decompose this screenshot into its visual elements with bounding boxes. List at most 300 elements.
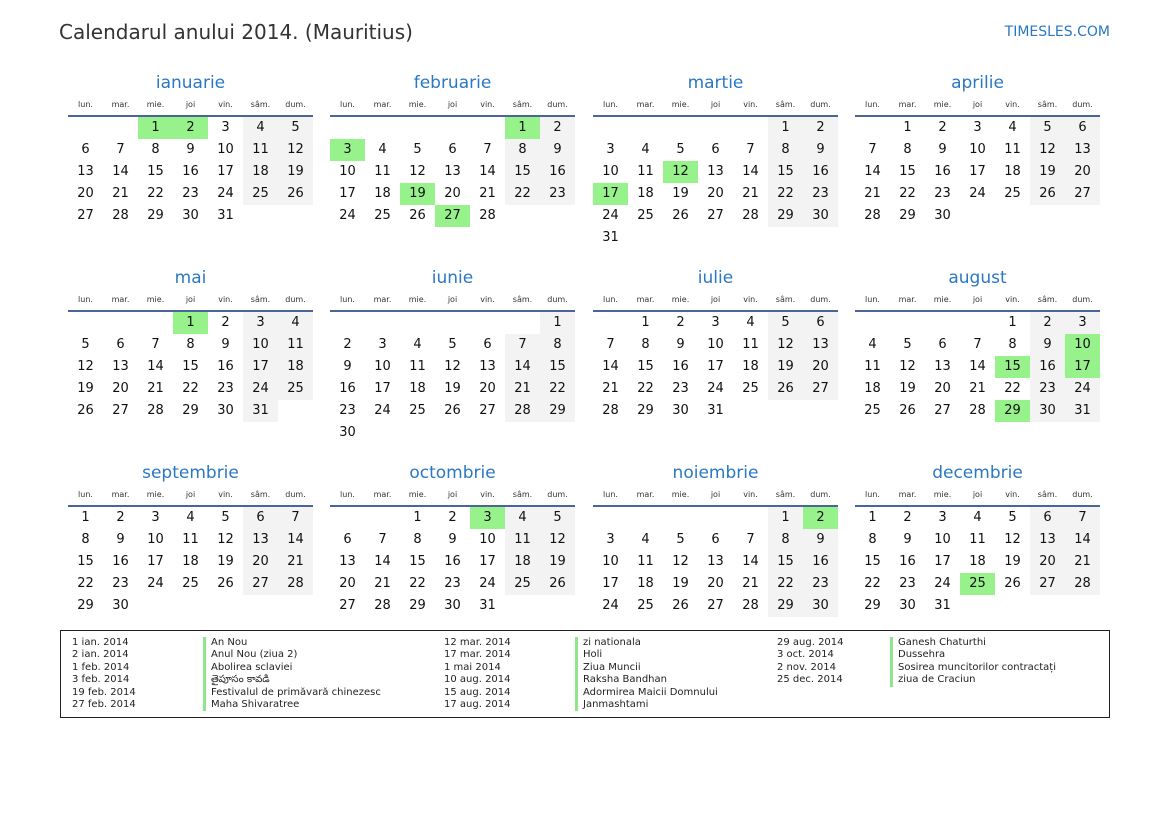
day-cell: 7 — [746, 142, 755, 157]
day-cell: 9 — [343, 359, 352, 374]
day-cell: 25 — [637, 208, 654, 223]
month-februarie — [330, 73, 575, 227]
day-cell: 20 — [339, 576, 356, 591]
empty-cell — [1030, 205, 1065, 227]
weekday-label: lun. — [78, 294, 93, 304]
weekday-label: mie. — [671, 294, 690, 304]
day-cell: 9 — [448, 532, 457, 547]
weekday-label: mar. — [636, 99, 655, 109]
day-cell: 16 — [934, 164, 951, 179]
day-cell: 28 — [374, 598, 391, 613]
day-cell: 2 — [903, 510, 912, 525]
day-cell: 6 — [243, 507, 278, 529]
weekday-label: lun. — [340, 489, 355, 499]
weekday-label: vin. — [743, 99, 758, 109]
day-cell: 29 — [77, 598, 94, 613]
day-cell: 23 — [672, 381, 689, 396]
day-cell: 13 — [707, 554, 724, 569]
empty-cell — [890, 312, 925, 334]
week-row — [330, 117, 575, 139]
day-cell: 15 — [637, 359, 654, 374]
week-row — [330, 334, 575, 356]
day-cell: 26 — [672, 598, 689, 613]
day-cell: 10 — [602, 554, 619, 569]
weekday-label: mar. — [373, 489, 392, 499]
empty-cell — [435, 312, 470, 334]
day-cell: 6 — [1030, 507, 1065, 529]
month-ianuarie — [68, 73, 313, 227]
day-cell: 7 — [973, 337, 982, 352]
day-cell: 30 — [339, 425, 356, 440]
empty-cell — [505, 205, 540, 227]
day-cell: 5 — [676, 142, 685, 157]
empty-cell — [628, 117, 663, 139]
day-cell: 5 — [413, 142, 422, 157]
weekday-label: lun. — [865, 294, 880, 304]
weekday-label: mie. — [408, 294, 427, 304]
week-row — [855, 117, 1100, 139]
day-cell: 26 — [444, 403, 461, 418]
day-cell: 15 — [182, 359, 199, 374]
weekday-label: vin. — [743, 294, 758, 304]
day-cell: 10 — [339, 164, 356, 179]
weekday-label: mar. — [636, 294, 655, 304]
day-cell: 12 — [672, 554, 689, 569]
day-cell: 14 — [112, 164, 129, 179]
day-cell: 28 — [1065, 573, 1100, 595]
weekday-header — [855, 487, 1100, 507]
week-row — [330, 183, 575, 205]
day-cell: 24 — [1065, 378, 1100, 400]
month-title: februarie — [413, 73, 492, 93]
month-mai — [68, 268, 313, 422]
empty-cell — [733, 507, 768, 529]
day-cell: 26 — [540, 573, 575, 595]
weekday-label: joi — [972, 294, 983, 304]
weekday-label: mar. — [636, 489, 655, 499]
empty-cell — [278, 400, 313, 422]
week-row — [68, 117, 313, 139]
day-cell: 11 — [742, 337, 759, 352]
day-cell: 5 — [540, 507, 575, 529]
day-cell: 4 — [1008, 120, 1017, 135]
weekday-label: mar. — [898, 489, 917, 499]
weekday-label: dum. — [810, 99, 831, 109]
empty-cell — [470, 312, 505, 334]
page-title: Calendarul anului 2014. (Mauritius) — [59, 20, 413, 44]
empty-cell — [628, 507, 663, 529]
day-cell: 18 — [505, 551, 540, 573]
month-title: august — [948, 268, 1007, 288]
weekday-label: lun. — [865, 99, 880, 109]
week-row — [330, 161, 575, 183]
day-cell: 15 — [864, 554, 881, 569]
day-cell: 15 — [899, 164, 916, 179]
day-cell: 11 — [637, 554, 654, 569]
day-cell: 26 — [768, 378, 803, 400]
day-cell: 25 — [864, 403, 881, 418]
holiday-date: 17 mar. 2014 — [444, 649, 511, 661]
day-cell: 9 — [938, 142, 947, 157]
day-cell: 14 — [505, 356, 540, 378]
day-cell: 1 — [768, 117, 803, 139]
empty-cell — [208, 595, 243, 617]
day-cell: 9 — [221, 337, 230, 352]
day-cell: 23 — [803, 573, 838, 595]
day-cell: 8 — [903, 142, 912, 157]
day-cell: 14 — [864, 164, 881, 179]
weekday-label: joi — [710, 489, 721, 499]
empty-cell — [243, 205, 278, 227]
day-cell: 24 — [969, 186, 986, 201]
day-cell: 8 — [540, 334, 575, 356]
day-cell: 17 — [243, 356, 278, 378]
day-cell: 5 — [903, 337, 912, 352]
week-row — [593, 117, 838, 139]
day-cell: 14 — [479, 164, 496, 179]
month-iunie — [330, 268, 575, 444]
holiday-day-cell: 10 — [1065, 334, 1100, 356]
day-cell: 6 — [938, 337, 947, 352]
day-cell: 18 — [278, 356, 313, 378]
day-cell: 4 — [378, 142, 387, 157]
day-cell: 19 — [278, 161, 313, 183]
day-cell: 10 — [969, 142, 986, 157]
month-title: mai — [174, 268, 207, 288]
day-cell: 27 — [707, 208, 724, 223]
day-cell: 26 — [77, 403, 94, 418]
holiday-day-cell: 17 — [593, 183, 628, 205]
holiday-date: 1 ian. 2014 — [72, 637, 129, 648]
weekday-label: mie. — [408, 99, 427, 109]
day-cell: 11 — [864, 359, 881, 374]
day-cell: 4 — [186, 510, 195, 525]
empty-cell — [628, 227, 663, 249]
weekday-label: sâm. — [250, 489, 271, 499]
day-cell: 28 — [969, 403, 986, 418]
day-cell: 6 — [711, 532, 720, 547]
weekday-label: dum. — [285, 489, 306, 499]
holiday-name: Maha Shivaratree — [203, 699, 381, 711]
day-cell: 31 — [934, 598, 951, 613]
weekday-header — [330, 97, 575, 117]
day-cell: 30 — [803, 595, 838, 617]
day-cell: 8 — [868, 532, 877, 547]
day-cell: 8 — [768, 529, 803, 551]
holiday-date: 25 dec. 2014 — [777, 674, 843, 686]
day-cell: 27 — [1065, 183, 1100, 205]
day-cell: 26 — [672, 208, 689, 223]
day-cell: 6 — [81, 142, 90, 157]
day-cell: 26 — [217, 576, 234, 591]
weekday-label: lun. — [340, 294, 355, 304]
weekday-label: vin. — [743, 489, 758, 499]
day-cell: 18 — [243, 161, 278, 183]
day-cell: 25 — [278, 378, 313, 400]
holiday-date: 17 aug. 2014 — [444, 698, 511, 710]
weekday-label: mie. — [146, 489, 165, 499]
holiday-day-cell: 1 — [173, 312, 208, 334]
empty-cell — [803, 227, 838, 249]
holiday-date: 1 mai 2014 — [444, 661, 501, 673]
weekday-label: joi — [447, 99, 458, 109]
weekday-label: mie. — [933, 294, 952, 304]
day-cell: 22 — [147, 186, 164, 201]
day-cell: 18 — [742, 359, 759, 374]
day-cell: 18 — [637, 576, 654, 591]
holiday-day-cell: 17 — [1065, 356, 1100, 378]
day-cell: 2 — [540, 117, 575, 139]
day-cell: 29 — [768, 205, 803, 227]
day-cell: 7 — [1065, 507, 1100, 529]
day-cell: 29 — [637, 403, 654, 418]
week-row — [68, 551, 313, 573]
day-cell: 17 — [479, 554, 496, 569]
day-cell: 14 — [742, 554, 759, 569]
week-row — [68, 312, 313, 334]
weekday-label: sâm. — [775, 294, 796, 304]
weekday-label: dum. — [810, 294, 831, 304]
day-cell: 13 — [934, 359, 951, 374]
day-cell: 29 — [147, 208, 164, 223]
day-cell: 21 — [742, 576, 759, 591]
day-cell: 5 — [221, 510, 230, 525]
week-row — [330, 400, 575, 422]
day-cell: 18 — [409, 381, 426, 396]
week-row — [593, 356, 838, 378]
day-cell: 12 — [409, 164, 426, 179]
week-row — [855, 595, 1100, 617]
day-cell: 27 — [1030, 573, 1065, 595]
holiday-day-cell: 15 — [995, 356, 1030, 378]
day-cell: 3 — [243, 312, 278, 334]
day-cell: 15 — [77, 554, 94, 569]
weekday-label: joi — [185, 489, 196, 499]
day-cell: 27 — [803, 378, 838, 400]
day-cell: 17 — [707, 359, 724, 374]
empty-cell — [470, 422, 505, 444]
day-cell: 19 — [444, 381, 461, 396]
holiday-name: Anul Nou (ziua 2) — [203, 649, 381, 661]
weekday-header — [68, 292, 313, 312]
day-cell: 13 — [77, 164, 94, 179]
day-cell: 19 — [540, 551, 575, 573]
day-cell: 4 — [413, 337, 422, 352]
day-cell: 10 — [243, 334, 278, 356]
week-row — [330, 422, 575, 444]
week-row — [68, 205, 313, 227]
day-cell: 6 — [448, 142, 457, 157]
day-cell: 30 — [182, 208, 199, 223]
day-cell: 25 — [374, 208, 391, 223]
day-cell: 25 — [409, 403, 426, 418]
day-cell: 5 — [1030, 117, 1065, 139]
day-cell: 9 — [903, 532, 912, 547]
weekday-label: mar. — [111, 99, 130, 109]
week-row — [68, 595, 313, 617]
day-cell: 17 — [147, 554, 164, 569]
day-cell: 28 — [278, 573, 313, 595]
day-cell: 11 — [409, 359, 426, 374]
day-cell: 19 — [77, 381, 94, 396]
day-cell: 28 — [505, 400, 540, 422]
empty-cell — [925, 312, 960, 334]
day-cell: 8 — [186, 337, 195, 352]
day-cell: 23 — [217, 381, 234, 396]
week-row — [593, 205, 838, 227]
day-cell: 1 — [1008, 315, 1017, 330]
day-cell: 11 — [374, 164, 391, 179]
day-cell: 23 — [444, 576, 461, 591]
day-cell: 20 — [707, 186, 724, 201]
empty-cell — [960, 595, 995, 617]
empty-cell — [995, 595, 1030, 617]
empty-cell — [330, 117, 365, 139]
day-cell: 16 — [899, 554, 916, 569]
day-cell: 10 — [479, 532, 496, 547]
empty-cell — [278, 595, 313, 617]
day-cell: 13 — [1065, 139, 1100, 161]
day-cell: 23 — [112, 576, 129, 591]
brand-link[interactable]: TIMESLES.COM — [1004, 24, 1110, 40]
day-cell: 31 — [602, 230, 619, 245]
day-cell: 23 — [1030, 378, 1065, 400]
month-title: decembrie — [932, 463, 1023, 483]
day-cell: 5 — [676, 532, 685, 547]
week-row — [855, 551, 1100, 573]
day-cell: 20 — [77, 186, 94, 201]
weekday-label: sâm. — [775, 99, 796, 109]
holiday-name: Dussehra — [890, 649, 1056, 661]
day-cell: 21 — [278, 551, 313, 573]
week-row — [68, 334, 313, 356]
weekday-label: vin. — [1005, 489, 1020, 499]
weekday-label: dum. — [285, 99, 306, 109]
day-cell: 31 — [217, 208, 234, 223]
holiday-day-cell: 3 — [330, 139, 365, 161]
day-cell: 17 — [374, 381, 391, 396]
week-row — [68, 356, 313, 378]
day-cell: 25 — [182, 576, 199, 591]
day-cell: 26 — [899, 403, 916, 418]
weekday-label: dum. — [285, 294, 306, 304]
empty-cell — [243, 595, 278, 617]
day-cell: 16 — [540, 161, 575, 183]
day-cell: 8 — [413, 532, 422, 547]
month-title: ianuarie — [155, 73, 226, 93]
day-cell: 2 — [221, 315, 230, 330]
day-cell: 25 — [1004, 186, 1021, 201]
empty-cell — [505, 595, 540, 617]
holiday-date: 15 aug. 2014 — [444, 686, 511, 698]
weekday-label: joi — [710, 294, 721, 304]
day-cell: 4 — [243, 117, 278, 139]
week-row — [330, 507, 575, 529]
day-cell: 18 — [374, 186, 391, 201]
empty-cell — [470, 117, 505, 139]
empty-cell — [365, 422, 400, 444]
day-cell: 29 — [768, 595, 803, 617]
day-cell: 20 — [1030, 551, 1065, 573]
weekday-label: lun. — [603, 294, 618, 304]
day-cell: 10 — [934, 532, 951, 547]
empty-cell — [435, 422, 470, 444]
day-cell: 28 — [602, 403, 619, 418]
day-cell: 13 — [243, 529, 278, 551]
day-cell: 12 — [278, 139, 313, 161]
day-cell: 16 — [672, 359, 689, 374]
day-cell: 22 — [637, 381, 654, 396]
weekday-label: dum. — [547, 489, 568, 499]
day-cell: 30 — [112, 598, 129, 613]
weekday-label: mie. — [933, 99, 952, 109]
weekday-header — [68, 487, 313, 507]
day-cell: 11 — [1004, 142, 1021, 157]
holiday-name: తైపూసం కావడి — [203, 674, 381, 686]
day-cell: 17 — [934, 554, 951, 569]
empty-cell — [68, 312, 103, 334]
week-row — [593, 139, 838, 161]
day-cell: 3 — [606, 532, 615, 547]
weekday-label: joi — [972, 489, 983, 499]
day-cell: 30 — [934, 208, 951, 223]
empty-cell — [330, 312, 365, 334]
day-cell: 29 — [182, 403, 199, 418]
day-cell: 21 — [969, 381, 986, 396]
day-cell: 27 — [77, 208, 94, 223]
holiday-date: 3 feb. 2014 — [72, 674, 130, 686]
weekday-label: sâm. — [512, 99, 533, 109]
day-cell: 12 — [77, 359, 94, 374]
month-title: septembrie — [142, 463, 239, 483]
week-row — [855, 312, 1100, 334]
day-cell: 29 — [864, 598, 881, 613]
holiday-date: 3 oct. 2014 — [777, 649, 834, 661]
day-cell: 13 — [112, 359, 129, 374]
holiday-day-cell: 12 — [663, 161, 698, 183]
week-row — [330, 205, 575, 227]
day-cell: 18 — [637, 186, 654, 201]
day-cell: 18 — [182, 554, 199, 569]
weekday-label: vin. — [218, 99, 233, 109]
weekday-label: vin. — [218, 294, 233, 304]
day-cell: 4 — [868, 337, 877, 352]
week-row — [330, 573, 575, 595]
day-cell: 7 — [378, 532, 387, 547]
day-cell: 12 — [540, 529, 575, 551]
day-cell: 24 — [602, 598, 619, 613]
day-cell: 9 — [803, 529, 838, 551]
empty-cell — [1065, 205, 1100, 227]
day-cell: 8 — [768, 139, 803, 161]
weekday-label: sâm. — [775, 489, 796, 499]
empty-cell — [698, 507, 733, 529]
day-cell: 26 — [1030, 183, 1065, 205]
day-cell: 22 — [77, 576, 94, 591]
holiday-name: Sosirea muncitorilor contractați — [890, 662, 1056, 674]
holiday-name: zi nationala — [575, 637, 718, 649]
holiday-name: Ganesh Chaturthi — [890, 637, 1056, 649]
day-cell: 2 — [1030, 312, 1065, 334]
day-cell: 27 — [934, 403, 951, 418]
weekday-label: mar. — [898, 294, 917, 304]
day-cell: 7 — [505, 334, 540, 356]
day-cell: 7 — [116, 142, 125, 157]
week-row — [855, 529, 1100, 551]
day-cell: 28 — [479, 208, 496, 223]
day-cell: 4 — [973, 510, 982, 525]
month-title: octombrie — [409, 463, 496, 483]
